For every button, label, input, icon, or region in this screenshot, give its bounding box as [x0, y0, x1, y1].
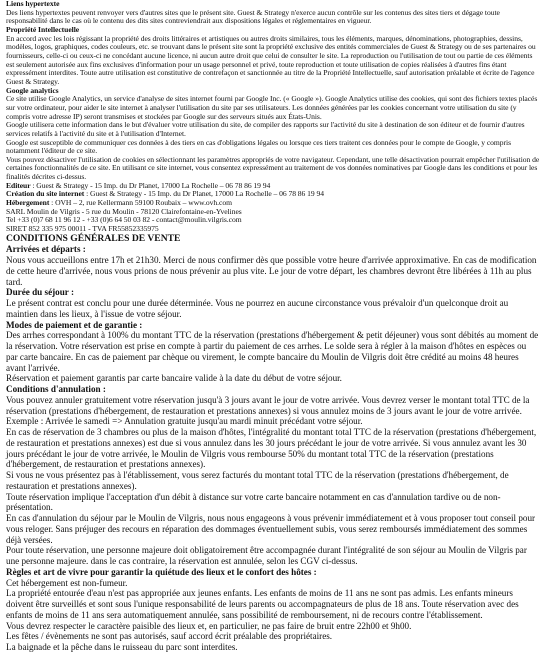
paragraph-google-analytics-4: Vous pouvez désactiver l'utilisation de cookies en sélectionnant les paramètres appropriés de votre navigateur. Cependant, une telle désactivation pourrait empêcher l'utilisation de certaines fonctionnalités de ce site. En utilisant ce site internet, vous consentez expressément au traitement de vos données nominatives par Google dans les conditions et pour les finalités décrites ci-dessus. [6, 154, 540, 182]
paragraph-cancellation-5: Toute réservation implique l'acceptation d'un débit à distance sur votre carte bancaire notamment en cas d'annulation tardive ou de non-présentation. [6, 491, 501, 513]
heading-arrivals: Arrivées et départs : [6, 244, 86, 255]
paragraph-house-rules-3: Vous devrez respecter le caractère paisible des lieux et, en particulier, ne pas faire de bruit entre 22h00 et 9h00. [6, 620, 412, 631]
paragraph-house-rules-2: La propriété entourée d'eau n'est pas appropriée aux jeunes enfants. Les enfants de moins de 11 ans ne sont pas admis. Les enfants mineurs doivent être surveillés et sont sous l'unique responsabilité de leurs parents ou accompagnateurs de plus de 18 ans. Toute réservation avec des enfants de moins de 11 ans sera automatiquement annulée, sans possibilité de remboursement, ni de recours contre l'établissement. [6, 588, 519, 620]
paragraph-google-analytics-3: Google est susceptible de communiquer ces données à des tiers en cas d'obligations légales ou lorsque ces tiers traitent ces données pour le compte de Google, y compris notamment l'éditeur de ce site. [6, 137, 511, 156]
legal-notice-section [6, 0, 540, 234]
paragraph-arrivals: Nous vous accueillons entre 17h et 21h30. Merci de nous confirmer dès que possible votre heure d'arrivée approximative. En cas de modification de cette heure d'arrivée, nous vous prions de nous prévenir au plus vite. Le jour de votre départ, les chambres devront être libérées à 11h au plus tard. [6, 255, 537, 287]
paragraph-google-analytics-1: Ce site utilise Google Analytics, un service d'analyse de sites internet fourni par Google Inc. (« Google »). Google Analytics utilise des cookies, qui sont des fichiers textes placés sur votre ordinateur, pour aider le site internet à analyser l'utilisation du site par ses utilisateurs. Les données générées par les cookies concernant votre utilisation du site (y compris votre adresse IP) seront transmises et stockées par Google sur des serveurs situés aux États-Unis. [6, 94, 538, 121]
heading-google-analytics: Google analytics [6, 85, 59, 95]
paragraph-payment-2: Réservation et paiement garantis par carte bancaire valide à la date du début de votre séjour. [6, 373, 342, 384]
company-address: SARL Moulin de Vilgris - 5 rue du Moulin - 78120 Clairefontaine-en-Yvelines [6, 206, 242, 216]
publisher-label: Editeur [6, 180, 31, 190]
hosting-label: Hébergement [6, 198, 50, 208]
paragraph-google-analytics-2: Google utilisera cette information dans le but d'évaluer votre utilisation du site, de compiler des rapports sur l'activité du site à destination de son éditeur et de fournir d'autres services relatifs à l'activité du site et à l'utilisation d'Internet. [6, 120, 525, 138]
paragraph-intellectual-property: En accord avec les lois régissant la propriété des droits littéraires et artistiques ou autres droits similaires, tous les éléments, marques, dénominations, photographies, dessins, modèles, logos, graphiques, codes couleurs, etc. se trouvant dans le présent site sont la propriété exclusive des entités commerciales de Guest & Strategy ou de ses partenaires ou fournisseurs, celle-ci ou ceux-ci ne concédant aucune licence, ni aucun autre droit que celui de consulter le site. La reproduction ou l'utilisation de tout ou partie de ces éléments est seulement autorisée aux fins exclusives d'information pour un usage personnel et privé, toute reproduction et toute utilisation de copies réalisées à d'autres fins étant expressément interdites. Toute autre utilisation est constitutive de contrefaçon et sanctionnée au titre de la Propriété Intellectuelle, sauf autorisation préalable et écrite de l'agence Guest & Strategy. [6, 33, 536, 86]
website-creation-label: Création du site internet [6, 189, 85, 199]
company-siret: SIRET 852 335 975 00011 - TVA FR55852335975 [6, 224, 159, 234]
paragraph-house-rules-1: Cet hébergement est non-fumeur. [6, 577, 128, 588]
paragraph-house-rules-4: Les fêtes / évènements ne sont pas autorisés, sauf accord écrit préalable des propriétaires. [6, 631, 333, 642]
paragraph-payment-1: Des arrhes correspondant à 100% du montant TTC de la réservation (prestations d'hébergement & petit déjeuner) vous sont débités au moment de la réservation. Votre réservation est prise en compte à partir du paiement de ces arrhes. Le solde sera à régler à la maison d'hôtes en espèces ou par carte bancaire. En cas de paiement par chèque ou virement, le compte bancaire du Moulin de Vilgris doit être crédité au moins 48 heures avant l'arrivée. [6, 330, 539, 373]
paragraph-cancellation-6: En cas d'annulation du séjour par le Moulin de Vilgris, nous nous engageons à vous prévenir immédiatement et à vous proposer tout conseil pour vous reloger. Sans préjuger des recours en réparation des dommages éventuellement subis, vous serez remboursés immédiatement des sommes déjà versées. [6, 513, 536, 545]
heading-cancellation: Conditions d'annulation : [6, 384, 106, 395]
hosting-value: : OVH – 2, rue Kellermann 59100 Roubaix – www.ovh.com [49, 198, 232, 208]
terms-title: CONDITIONS GÉNÉRALES DE VENTE [6, 232, 181, 244]
heading-hyperlinks: Liens hypertexte [6, 0, 60, 8]
website-creation-value: : Guest & Strategy - 15 Imp. du Dr Planet, 17000 La Rochelle – 06 78 86 19 94 [84, 189, 324, 199]
paragraph-cancellation-7: Pour toute réservation, une personne majeure doit obligatoirement être accompagnée durant l'intégralité de son séjour au Moulin de Vilgris par une personne majeure. dans le cas contraire, la réservation est annulée, selon les CGV ci-dessus. [6, 545, 527, 567]
paragraph-duration: Le présent contrat est conclu pour une durée déterminée. Vous ne pourrez en aucune circonstance vous prévaloir d'un quelconque droit au maintien dans les lieux, à l'issue de votre séjour. [6, 298, 509, 319]
paragraph-cancellation-3: En cas de réservation de 3 chambres ou plus de la maison d'hôtes, l'intégralité du montant total TTC de la réservation (prestations d'hébergement, de restauration et prestations annexes) est due si vous annulez dans les 30 jours précédant le jour de votre arrivée. Si vous annulez avant les 30 jours précédant le jour de votre arrivée, le Moulin de Vilgris vous rembourse 50% du montant total TTC de la réservation (prestations d'hébergement, de restauration et prestations annexes). [6, 427, 537, 470]
paragraph-cancellation-2: Exemple : Arrivée le samedi => Annulation gratuite jusqu'au mardi minuit précédant votre séjour. [6, 416, 363, 427]
heading-payment: Modes de paiement et de garantie : [6, 319, 143, 330]
terms-of-sale-section [6, 234, 540, 653]
heading-intellectual-property: Propriété Intellectuelle [6, 24, 80, 34]
paragraph-hyperlinks: Des liens hypertextes peuvent renvoyer vers d'autres sites que le présent site. Guest & Strategy n'exerce aucun contrôle sur les contenus des sites tiers et dégage toute responsabilité dans le cas où le contenu des dits sites contreviendrait aux dispositions légales et réglementaires en vigueur. [6, 7, 500, 26]
heading-house-rules: Règles et art de vivre pour garantir la quiétude des lieux et le confort des hôtes : [6, 566, 317, 577]
company-contact: Tel +33 (0)7 68 11 96 12 - +33 (0)6 64 50 03 82 - contact@moulin.vilgris.com [6, 215, 242, 225]
heading-duration: Durée du séjour : [6, 287, 75, 298]
publisher-value: : Guest & Strategy - 15 Imp. du Dr Planet, 17000 La Rochelle – 06 78 86 19 94 [30, 180, 271, 190]
paragraph-cancellation-4: Si vous ne vous présentez pas à l'établissement, vous serez facturés du montant total TTC de la réservation (prestations d'hébergement, de restauration et prestations annexes). [6, 470, 509, 491]
paragraph-cancellation-1: Vous pouvez annuler gratuitement votre réservation jusqu'à 3 jours avant le jour de votre arrivée. Vous devrez verser le montant total TTC de la réservation (prestations d'hébergement, de restauration et prestations annexes) si vous annulez moins de 3 jours avant le jour de votre arrivée. [6, 394, 530, 416]
paragraph-house-rules-5: La baignade et la pêche dans le ruisseau du parc sont interdites. [6, 642, 238, 653]
